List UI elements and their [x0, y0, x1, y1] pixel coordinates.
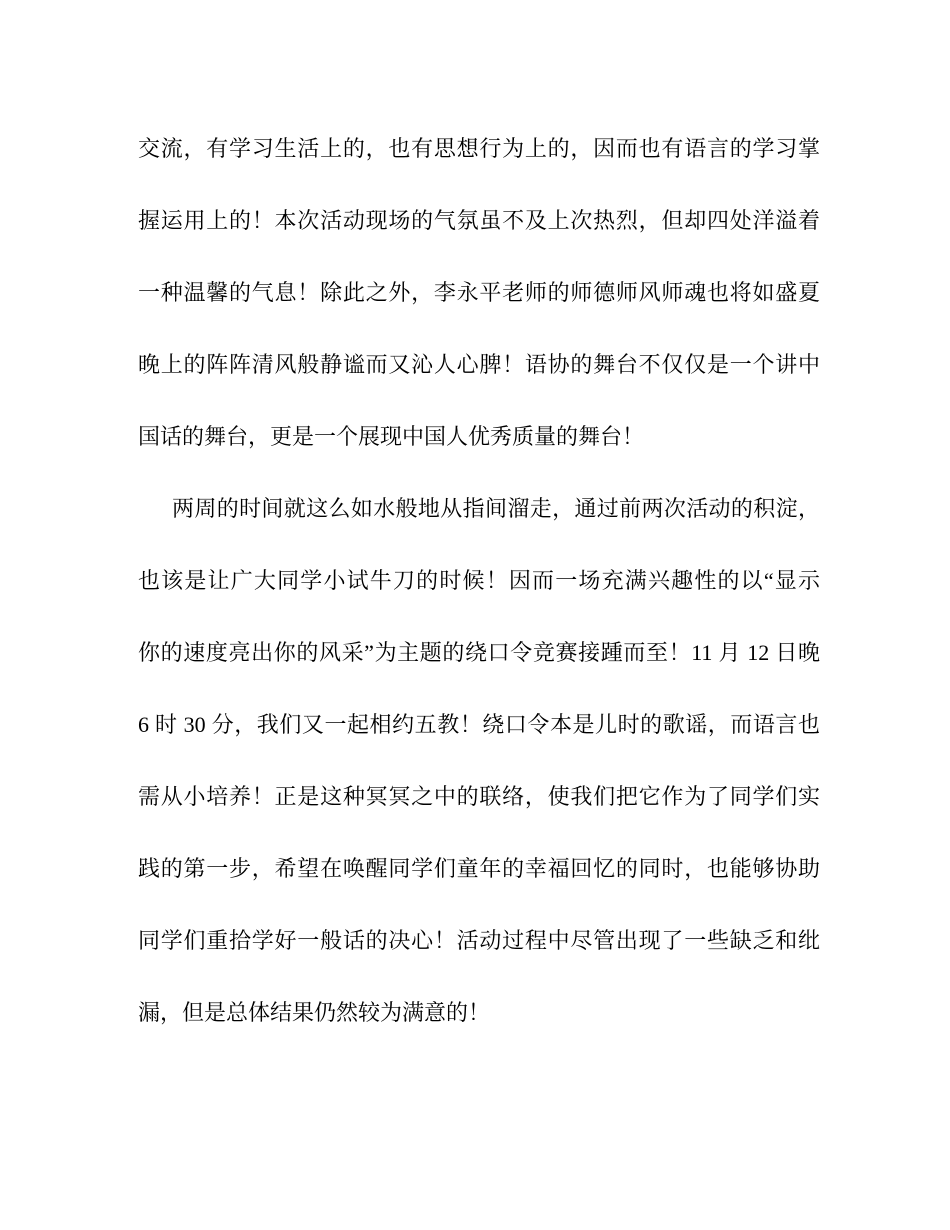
- paragraph: [138, 473, 820, 1049]
- document-line: 践的第一步，希望在唤醒同学们童年的幸福回忆的同时，也能够协助: [138, 856, 820, 881]
- document-line: 晚上的阵阵清风般静谧而又沁人心脾！语协的舞台不仅仅是一个讲中: [138, 352, 820, 377]
- text-block: [138, 113, 820, 1049]
- document-line: 交流，有学习生活上的，也有思想行为上的，因而也有语言的学习掌: [138, 136, 820, 161]
- document-line: 也该是让广大同学小试牛刀的时候！因而一场充满兴趣性的以“显示: [138, 568, 820, 593]
- document-line: 同学们重拾学好一般话的决心！活动过程中尽管出现了一些缺乏和纰: [138, 928, 820, 953]
- document-line: 漏，但是总体结果仍然较为满意的！: [138, 1000, 491, 1025]
- document-line: 一种温馨的气息！除此之外，李永平老师的师德师风师魂也将如盛夏: [138, 280, 820, 305]
- paragraph: [138, 113, 820, 473]
- document-line: 6 时 30 分，我们又一起相约五教！绕口令本是儿时的歌谣，而语言也: [138, 712, 820, 737]
- document-line: 两周的时间就这么如水般地从指间溜走，通过前两次活动的积淀，: [172, 496, 820, 521]
- document-line: 需从小培养！正是这种冥冥之中的联络，使我们把它作为了同学们实: [138, 784, 820, 809]
- document-line: 你的速度亮出你的风采”为主题的绕口令竞赛接踵而至！11 月 12 日晚: [138, 640, 820, 665]
- document-line: 握运用上的！本次活动现场的气氛虽不及上次热烈，但却四处洋溢着: [138, 208, 820, 233]
- document-line: 国话的舞台，更是一个展现中国人优秀质量的舞台！: [138, 424, 645, 449]
